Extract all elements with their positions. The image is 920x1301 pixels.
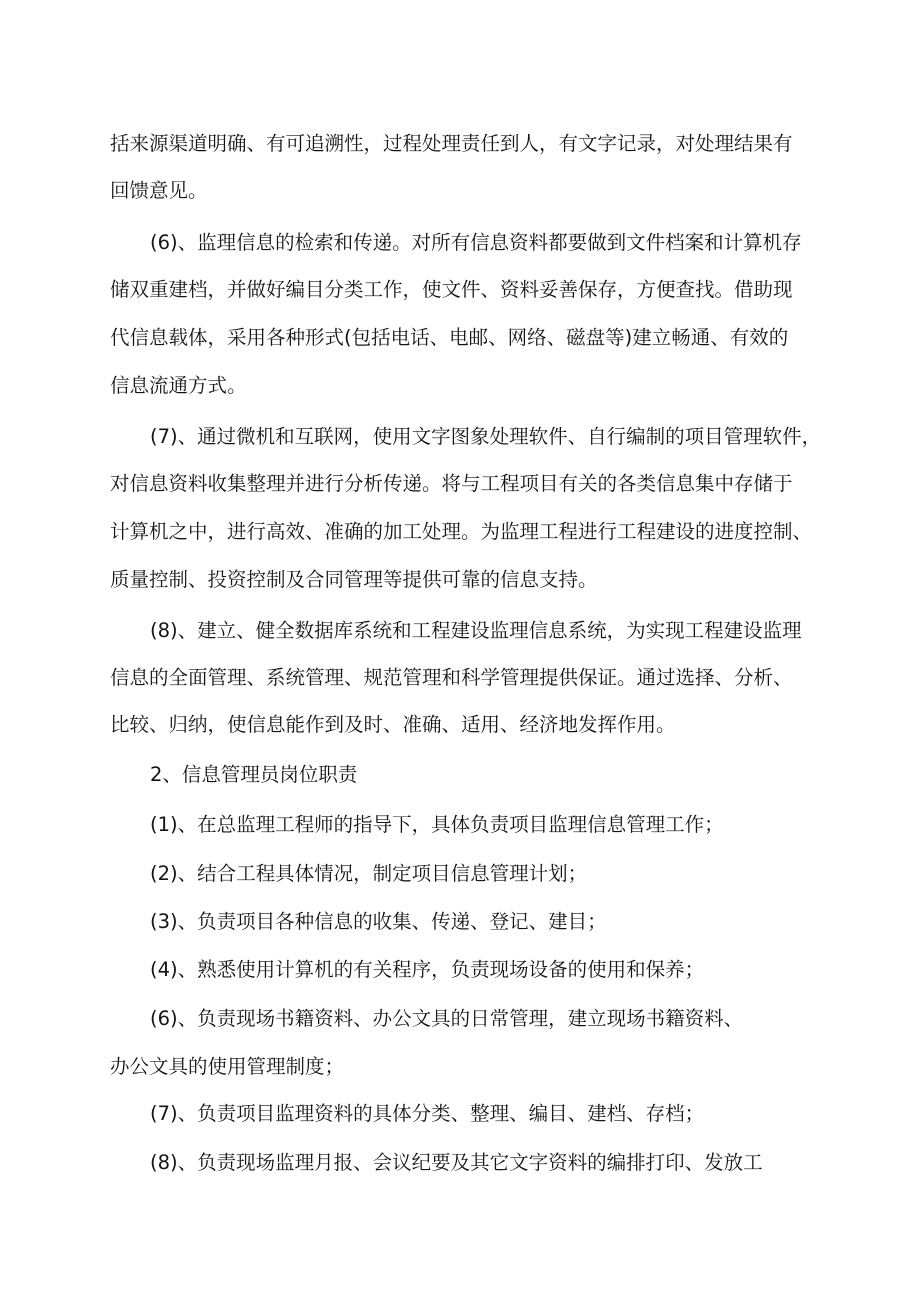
section-heading: 2、信息管理员岗位职责	[150, 763, 358, 786]
list-item: (3)、负责项目各种信息的收集、传递、登记、建目；	[150, 910, 607, 933]
paragraph-line: 代信息载体，采用各种形式(包括电话、电邮、网络、磁盘等)建立畅通、有效的	[110, 326, 789, 349]
paragraph-line: 比较、归纳，使信息能作到及时、准确、适用、经济地发挥作用。	[110, 713, 676, 736]
list-item: (2)、结合工程具体情况，制定项目信息管理计划；	[150, 862, 588, 885]
paragraph-line: 括来源渠道明确、有可追溯性，过程处理责任到人，有文字记录，对处理结果有	[110, 132, 793, 155]
list-item: (4)、熟悉使用计算机的有关程序，负责现场设备的使用和保养；	[150, 958, 705, 981]
list-item: (8)、负责现场监理月报、会议纪要及其它文字资料的编排打印、发放工	[150, 1151, 763, 1174]
paragraph-line: 计算机之中，进行高效、准确的加工处理。为监理工程进行工程建设的进度控制、	[110, 520, 813, 543]
paragraph-line: 回馈意见。	[110, 179, 208, 202]
paragraph-line: 信息的全面管理、系统管理、规范管理和科学管理提供保证。通过选择、分析、	[110, 666, 793, 689]
list-item: (1)、在总监理工程师的指导下，具体负责项目监理信息管理工作；	[150, 813, 724, 836]
paragraph-line: (7)、通过微机和互联网，使用文字图象处理软件、自行编制的项目管理软件，	[150, 425, 822, 448]
list-item: (6)、负责现场书籍资料、办公文具的日常管理，建立现场书籍资料、	[150, 1007, 744, 1030]
list-item: (7)、负责项目监理资料的具体分类、整理、编目、建档、存档；	[150, 1102, 705, 1125]
paragraph-line: 质量控制、投资控制及合同管理等提供可靠的信息支持。	[110, 568, 598, 591]
paragraph-line: 信息流通方式。	[110, 374, 247, 397]
list-item-continuation: 办公文具的使用管理制度；	[110, 1055, 345, 1078]
paragraph-line: 对信息资料收集整理并进行分析传递。将与工程项目有关的各类信息集中存储于	[110, 472, 793, 495]
paragraph-line: (6)、监理信息的检索和传递。对所有信息资料都要做到文件档案和计算机存	[150, 231, 802, 254]
paragraph-line: (8)、建立、健全数据库系统和工程建设监理信息系统，为实现工程建设监理	[150, 619, 802, 642]
paragraph-line: 储双重建档，并做好编目分类工作，使文件、资料妥善保存，方便查找。借助现	[110, 278, 793, 301]
